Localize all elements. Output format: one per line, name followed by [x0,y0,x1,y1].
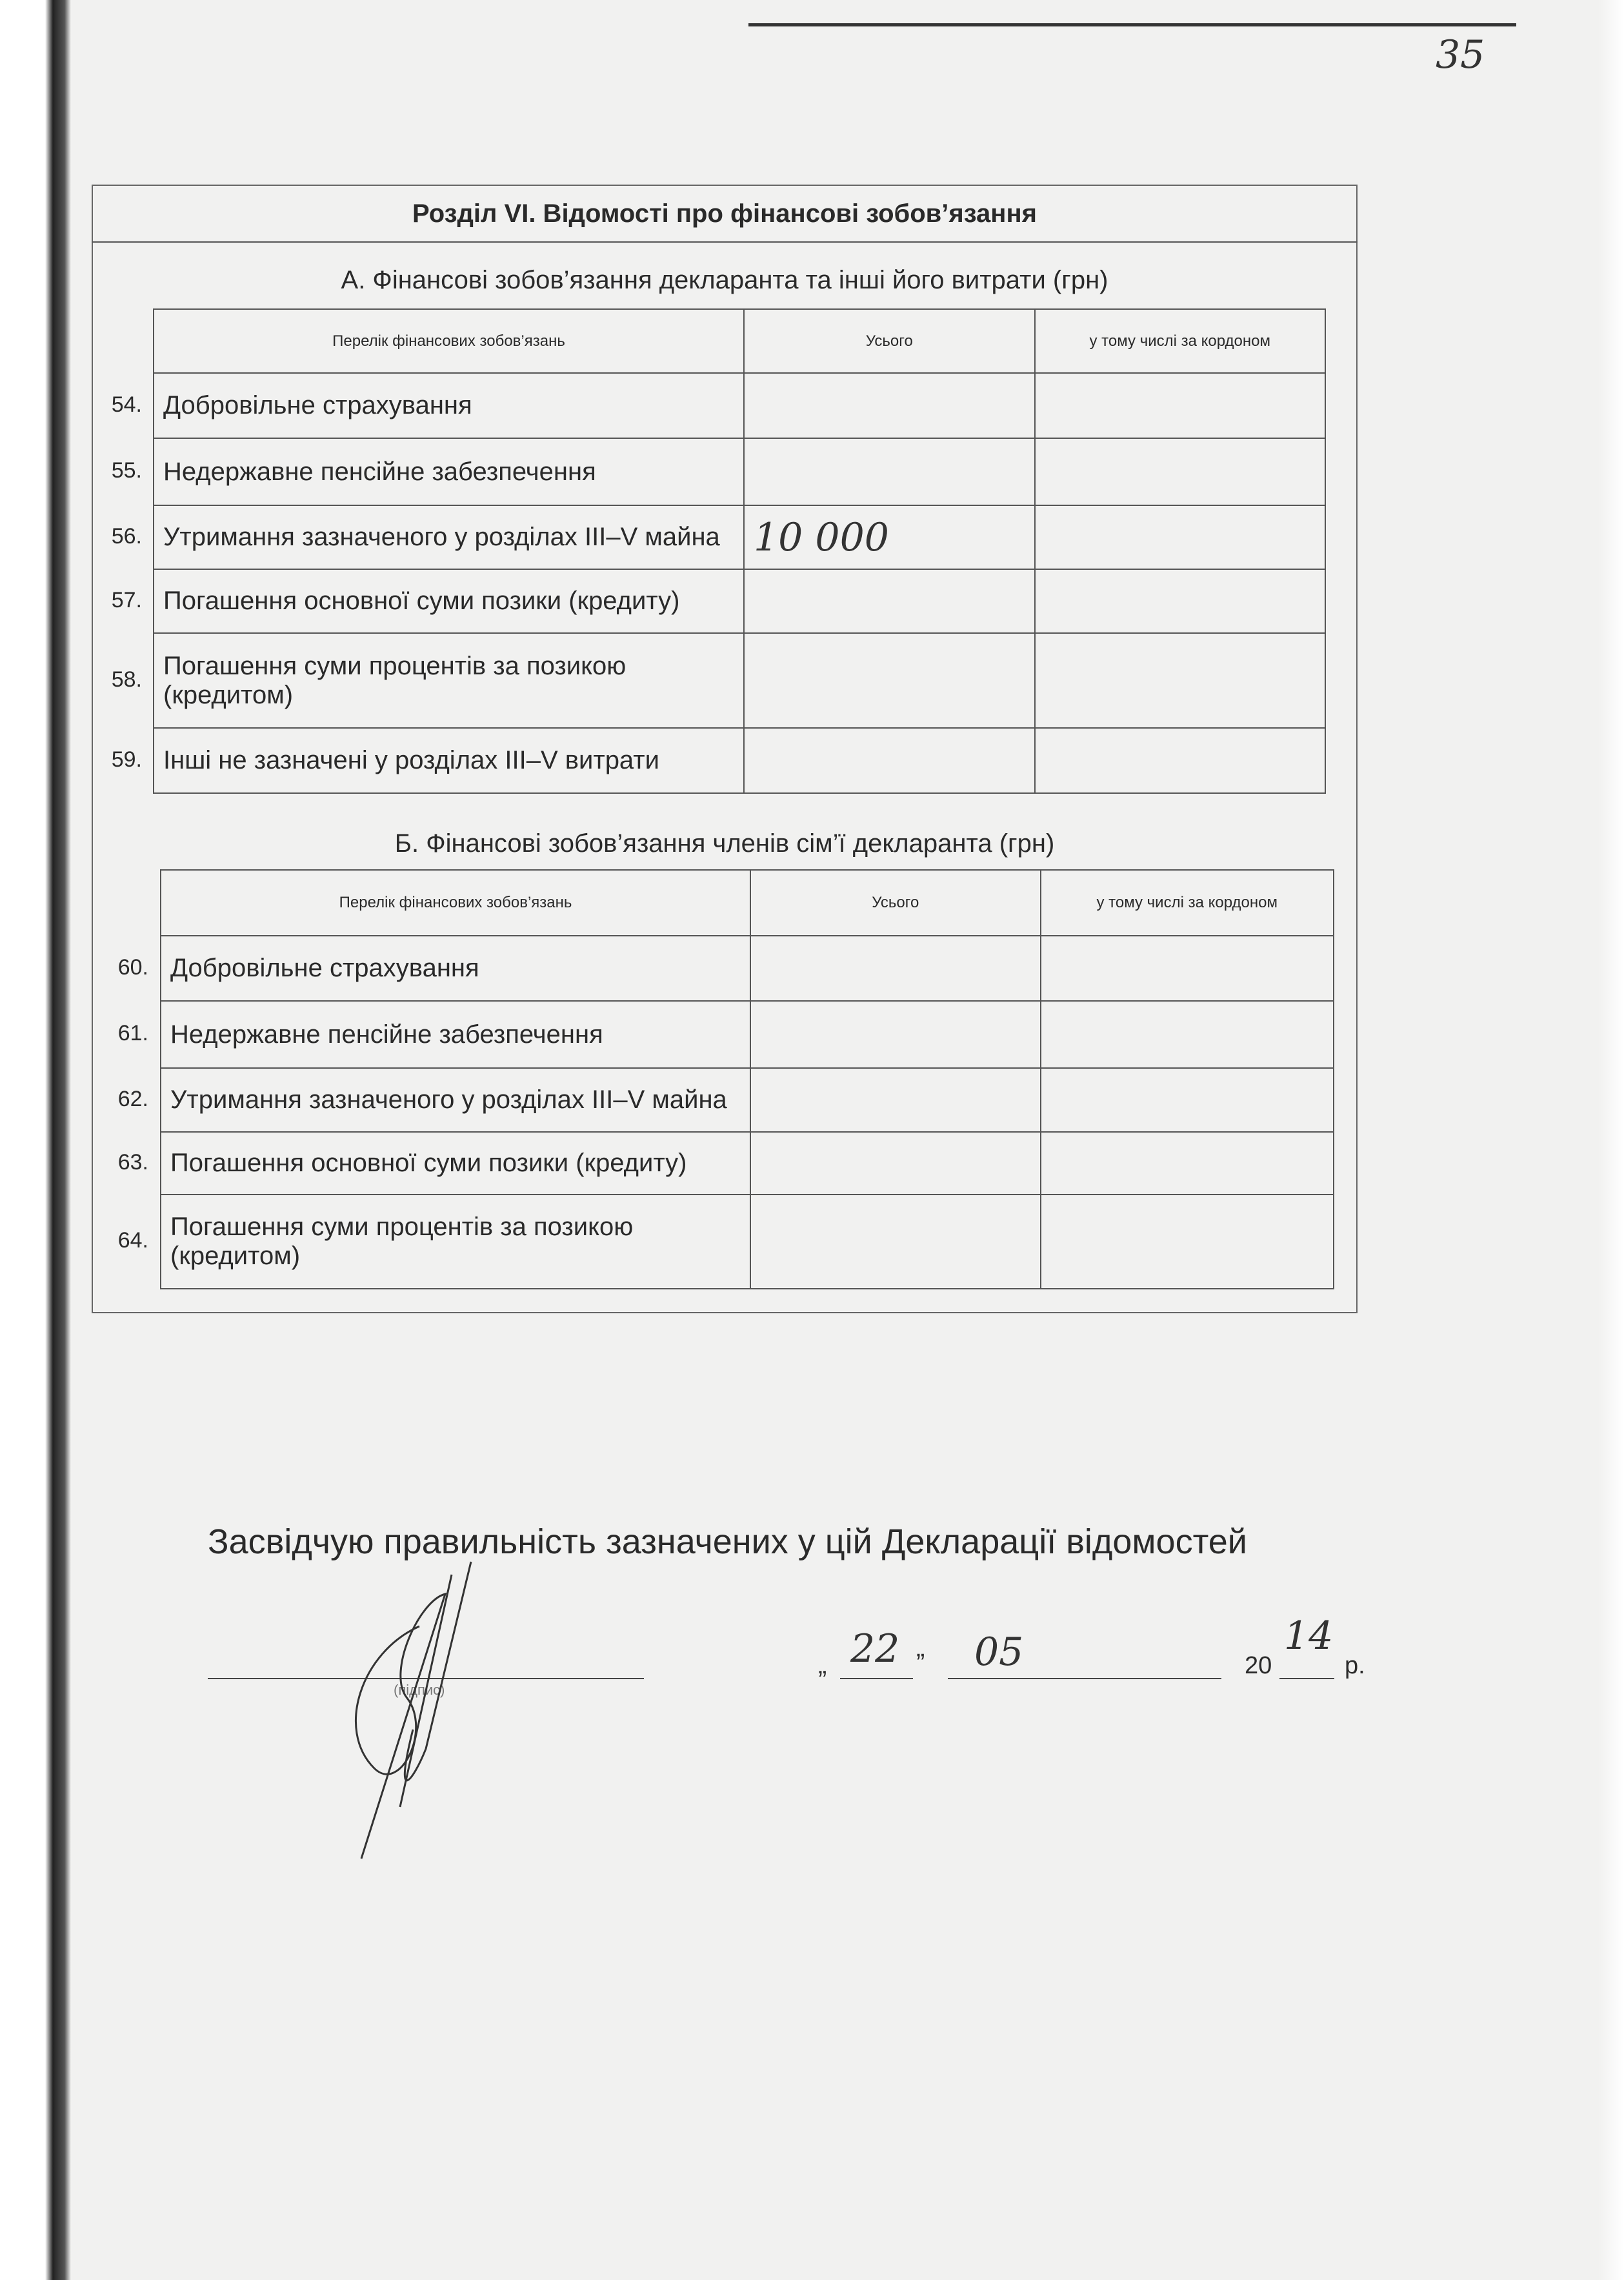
row-number: 61. [117,1021,148,1045]
table-row [154,633,1325,728]
date-quote-open: „ [818,1651,827,1679]
row-abroad [1035,728,1325,793]
row-number: 56. [111,523,142,549]
row-abroad [1035,438,1325,505]
table-row [161,1132,1334,1195]
table-row [154,569,1325,633]
row-label: Погашення суми процентів за позикою (кредитом) [154,633,744,728]
row-number: 55. [111,458,142,483]
row-abroad [1041,1001,1334,1068]
header-list: Перелік фінансових зобов’язань [161,870,750,936]
scan-top-line [748,23,1516,26]
part-a-table [153,308,1326,794]
day-line [840,1678,913,1679]
row-total [744,438,1035,505]
row-total [744,728,1035,793]
row-number: 58. [111,667,142,692]
row-total [750,1132,1040,1195]
row-label: Недержавне пенсійне забезпечення [161,1001,750,1068]
signature-caption: (підпис) [394,1682,445,1698]
row-label: Недержавне пенсійне забезпечення [154,438,744,505]
row-label: Утримання зазначеного у розділах III–V майна [161,1068,750,1132]
scan-left-edge [0,0,71,2280]
part-a-title: А. Фінансові зобов’язання декларанта та інші його витрати (грн) [341,266,1108,294]
header-total: Усього [750,870,1040,936]
row-label: Погашення основної суми позики (кредиту) [161,1132,750,1195]
part-b-title: Б. Фінансові зобов’язання членів сім’ї декларанта (грн) [394,829,1055,858]
row-number: 64. [117,1228,148,1253]
row-number: 63. [117,1149,148,1175]
row-total [750,1001,1040,1068]
row-abroad [1041,1195,1334,1289]
year-line [1279,1678,1334,1679]
section-title: Розділ VI. Відомості про фінансові зобов’язання [92,185,1358,243]
table-row [161,1068,1334,1132]
row-total [750,936,1040,1001]
table-row [161,936,1334,1001]
row-number: 60. [117,954,148,980]
row-label: Утримання зазначеного у розділах III–V майна [154,505,744,569]
page-number: 35 [1436,32,1485,77]
table-row [154,373,1325,438]
row-abroad [1035,633,1325,728]
row-label: Добровільне страхування [154,373,744,438]
row-total [750,1195,1040,1289]
row-number: 54. [111,392,142,417]
table-header [161,870,1334,936]
row-abroad [1041,1132,1334,1195]
table-row [154,728,1325,793]
row-label: Добровільне страхування [161,936,750,1001]
row-abroad [1041,1068,1334,1132]
year-prefix: 20 [1245,1652,1272,1679]
row-total [750,1068,1040,1132]
row-total [744,373,1035,438]
row-label: Погашення суми процентів за позикою (кредитом) [161,1195,750,1289]
attestation-text: Засвідчую правильність зазначених у цій Декларації відомостей [208,1522,1247,1561]
row-label: Інші не зазначені у розділах III–V витрати [154,728,744,793]
year-mark: р. [1345,1652,1365,1679]
year-suffix: 14 [1284,1613,1334,1659]
date-month: 05 [974,1629,1024,1675]
row-label: Погашення основної суми позики (кредиту) [154,569,744,633]
row-number: 59. [111,747,142,772]
row-abroad [1035,569,1325,633]
header-total: Усього [744,309,1035,373]
scan-right-edge [1598,0,1624,2280]
date-day: 22 [850,1626,900,1671]
date-quote-close: ” [916,1649,925,1677]
row-abroad [1035,505,1325,569]
table-row [161,1001,1334,1068]
part-b-table [160,869,1334,1289]
row-total [744,633,1035,728]
row-number: 62. [117,1086,148,1111]
signature-image [323,1536,581,1871]
row-total: 10 000 [744,505,1035,569]
header-abroad: у тому числі за кордоном [1035,309,1325,373]
header-list: Перелік фінансових зобов’язань [154,309,744,373]
table-row [154,438,1325,505]
row-abroad [1041,936,1334,1001]
row-abroad [1035,373,1325,438]
row-number: 57. [111,587,142,612]
table-row [154,505,1325,569]
table-header [154,309,1325,373]
table-row [161,1195,1334,1289]
row-total [744,569,1035,633]
header-abroad: у тому числі за кордоном [1041,870,1334,936]
month-line [948,1678,1221,1679]
